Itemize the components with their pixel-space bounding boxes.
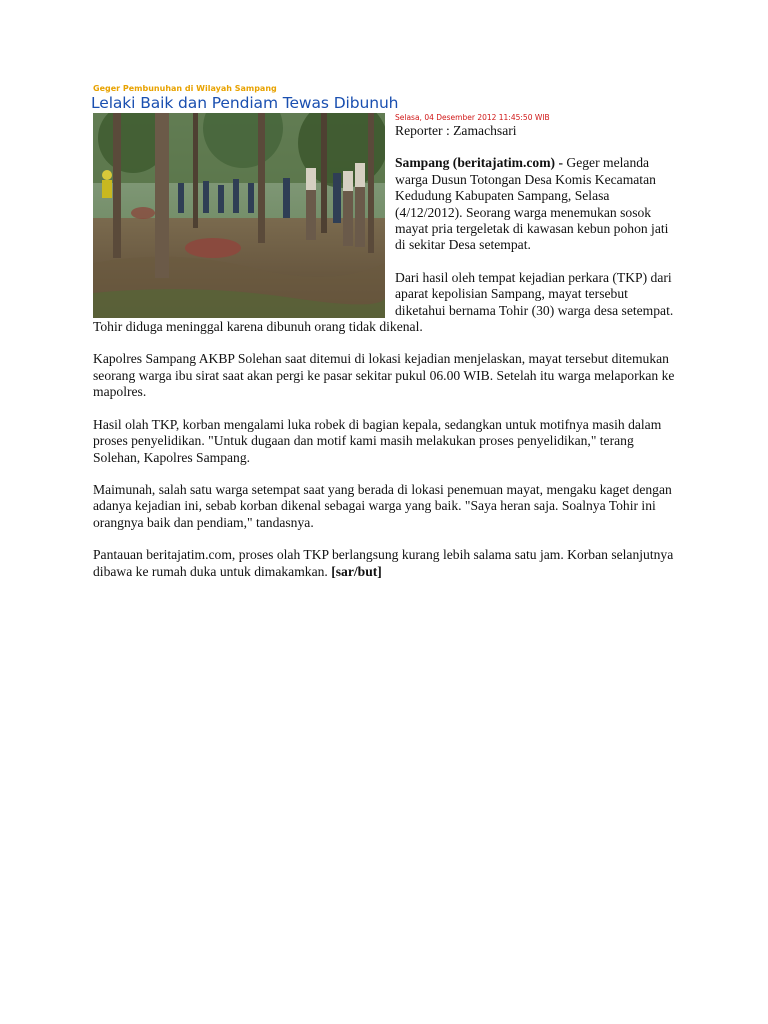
article-closing-text: Pantauan beritajatim.com, proses olah TKP berlangsung kurang lebih salama satu jam. Korban selanjutnya dibawa ke rumah duka untuk dimakamkan. — [93, 547, 674, 579]
article-lead-source: Sampang (beritajatim.com) - — [395, 155, 564, 171]
article-reporter: Reporter : Zamachsari — [395, 123, 517, 138]
article-lead-text: Geger melanda warga Dusun Totongan Desa Komis Kecamatan Kedudung Kabupaten Sampang, Selasa (4/12/2012). Seorang warga menemukan sosok mayat pria tergeletak di kawasan kebun pohon jati di sekitar Desa setempat. — [395, 155, 669, 253]
article-dateline: Selasa, 04 Desember 2012 11:45:50 WIB — [395, 113, 550, 122]
article-paragraph: Dari hasil oleh tempat kejadian perkara (TKP) dari aparat kepolisian Sampang, mayat tersebut diketahui bernama Tohir (30) warga desa setempat. Tohir diduga meninggal karena dibunuh orang tidak dikenal. — [93, 269, 674, 335]
article-paragraph: Maimunah, salah satu warga setempat saat yang berada di lokasi penemuan mayat, mengaku kaget dengan adanya kejadian ini, sebab korban dikenal sebagai warga yang baik. "Saya heran saja. Soalnya Tohir ini orangnya baik dan pendiam," tandasnya. — [93, 481, 672, 530]
article-paragraph: Kapolres Sampang AKBP Solehan saat ditemui di lokasi kejadian menjelaskan, mayat tersebut ditemukan seorang warga ibu sirat saat akan pergi ke pasar sekitar pukul 06.00 WIB. Setelah itu warga melaporkan ke mapolres. — [93, 351, 675, 400]
article-closing-tag: [sar/but] — [331, 563, 382, 579]
article-paragraph: Hasil olah TKP, korban mengalami luka robek di bagian kepala, sedangkan untuk motifnya masih dalam proses penyelidikan. "Untuk dugaan dan motif kami masih melakukan proses penyelidikan," terang Solehan, Kapolres Sampang. — [93, 416, 662, 465]
article-headline: Lelaki Baik dan Pendiam Tewas Dibunuh — [91, 94, 399, 112]
article-kicker: Geger Pembunuhan di Wilayah Sampang — [93, 84, 277, 93]
article — [93, 84, 678, 596]
article-photo — [93, 113, 385, 318]
article-paragraph-closing — [93, 547, 678, 580]
